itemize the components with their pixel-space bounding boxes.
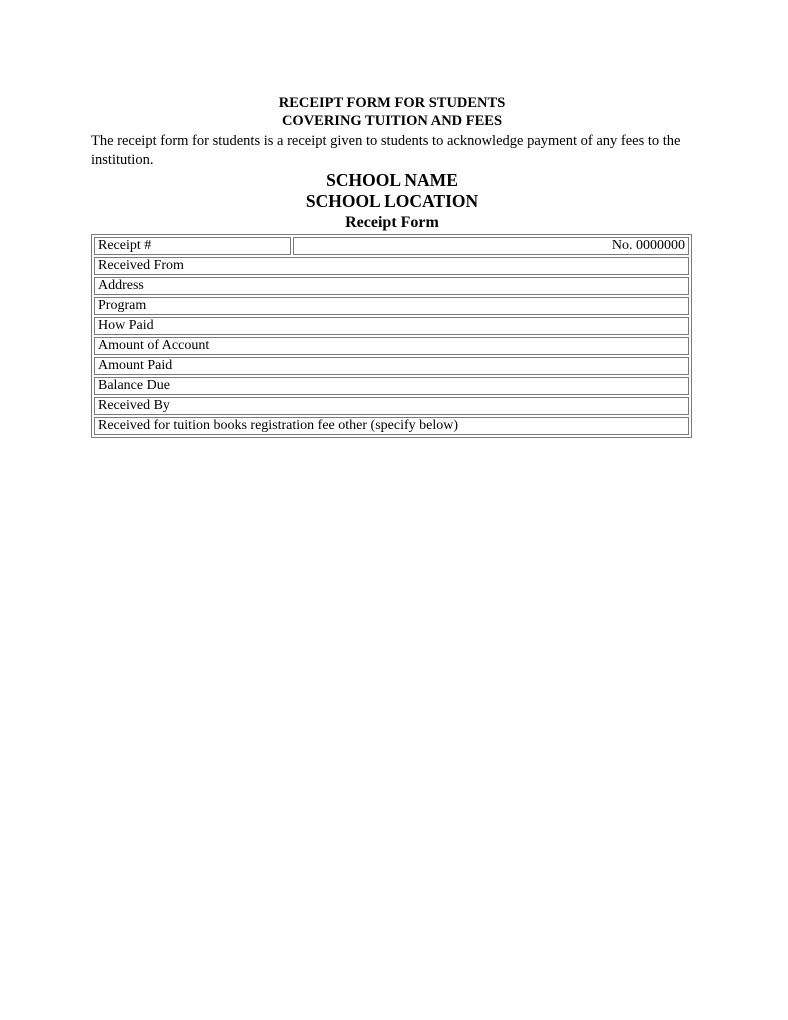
field-received-for: Received for tuition books registration fee other (specify below) [94, 417, 689, 435]
table-row [94, 417, 689, 435]
receipt-form-title: Receipt Form [345, 214, 439, 231]
receipt-number-value: No. 0000000 [293, 237, 689, 255]
field-how-paid: How Paid [94, 317, 689, 335]
table-row [94, 277, 689, 295]
table-row [94, 337, 689, 355]
table-row [94, 317, 689, 335]
field-balance-due: Balance Due [94, 377, 689, 395]
table-row [94, 257, 689, 275]
table-row [94, 377, 689, 395]
receipt-number-label: Receipt # [94, 237, 291, 255]
field-program: Program [94, 297, 689, 315]
document-heading-line-2: COVERING TUITION AND FEES [281, 113, 503, 129]
field-address: Address [94, 277, 689, 295]
field-amount-paid: Amount Paid [94, 357, 689, 375]
field-received-by: Received By [94, 397, 689, 415]
table-row [94, 397, 689, 415]
receipt-form-table [91, 234, 692, 438]
document-heading-line-1: RECEIPT FORM FOR STUDENTS [278, 95, 506, 111]
table-row [94, 357, 689, 375]
table-row-receipt-number [94, 237, 689, 255]
intro-paragraph: The receipt form for students is a receipt given to students to acknowledge payment of any fees to the institution. [91, 133, 681, 168]
document-content [91, 94, 693, 438]
school-location-heading: SCHOOL LOCATION [305, 191, 479, 211]
table-row [94, 297, 689, 315]
field-amount-of-account: Amount of Account [94, 337, 689, 355]
field-received-from: Received From [94, 257, 689, 275]
school-name-heading: SCHOOL NAME [326, 170, 458, 190]
